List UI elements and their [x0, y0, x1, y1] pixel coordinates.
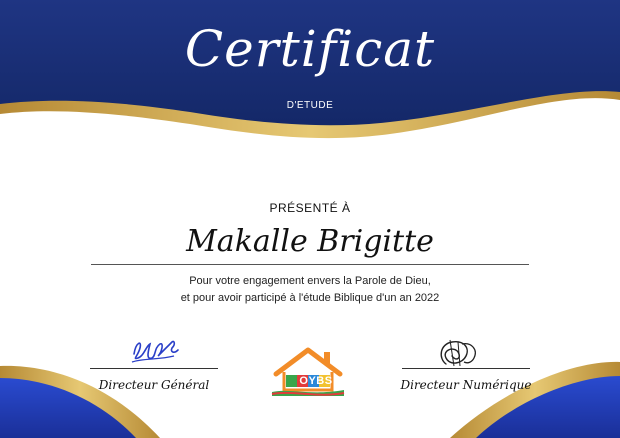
director-numerique-label: Directeur Numérique — [400, 378, 532, 392]
description-line-2: et pour avoir participé à l'étude Biblique d'un an 2022 — [180, 292, 440, 304]
presented-to-label: PRÉSENTÉ À — [269, 201, 351, 215]
certificate-subtitle: D'ETUDE — [286, 100, 334, 111]
director-numerique-signature — [432, 338, 486, 370]
director-general-signature — [128, 334, 184, 368]
director-general-label: Directeur Général — [98, 378, 210, 392]
recipient-name: Makalle Brigitte — [186, 224, 434, 259]
certificate-title: Certificat — [184, 20, 436, 78]
description-line-1: Pour votre engagement envers la Parole de Dieu, — [189, 275, 431, 287]
certificate-description — [0, 273, 620, 307]
oybs-logo-text: OYBS — [299, 375, 333, 387]
director-numerique-signature-line — [402, 368, 530, 369]
director-general-signature-line — [90, 368, 218, 369]
oybs-house-logo — [270, 346, 346, 398]
name-underline — [91, 264, 529, 265]
